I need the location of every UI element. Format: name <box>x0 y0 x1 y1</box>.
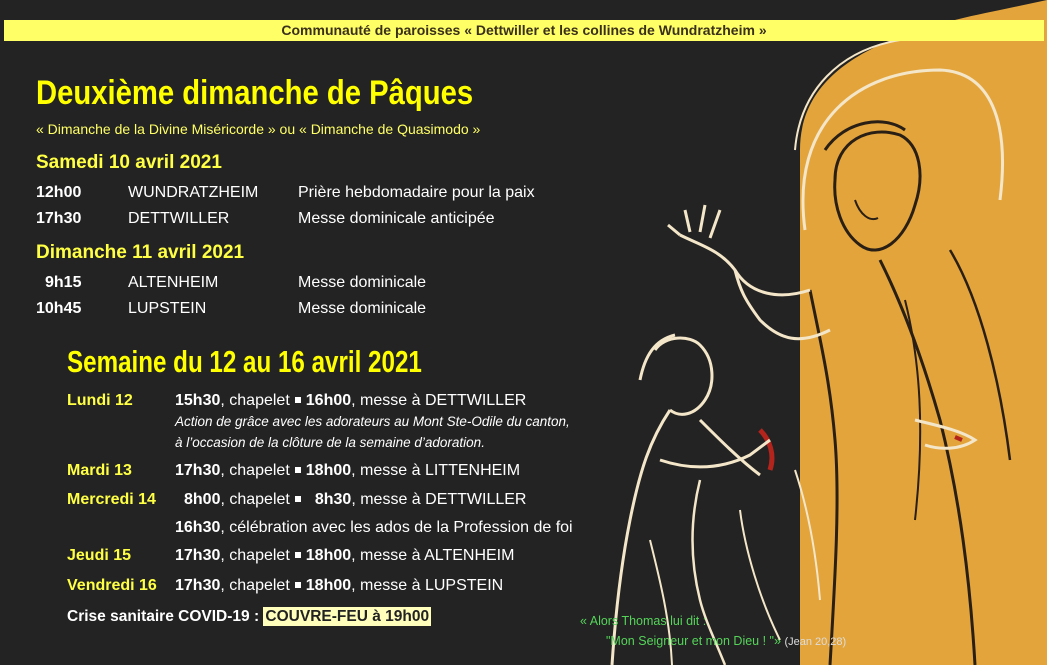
quote-line-2 <box>606 634 846 648</box>
time-chapelet: 15h30 <box>175 392 221 409</box>
covid-notice <box>67 608 431 626</box>
time-chapelet: 17h30 <box>175 577 221 594</box>
schedule-row <box>36 298 426 320</box>
row-time: 12h00 <box>36 184 82 201</box>
row-time: 9h15 <box>45 274 82 291</box>
square-bullet-icon <box>295 496 301 502</box>
time-chapelet: 8h00 <box>184 491 221 508</box>
activity-text: , chapelet <box>220 392 290 409</box>
week-row-tuesday <box>67 460 520 482</box>
week-row-thursday <box>67 545 514 567</box>
activity-text: , messe à LITTENHEIM <box>351 462 521 479</box>
week-day-label: Lundi 12 <box>67 392 133 409</box>
quote-line-1: « Alors Thomas lui dit : <box>580 614 707 628</box>
row-place: LUPSTEIN <box>128 300 207 317</box>
note-line-2: à l’occasion de la clôture de la semaine d’adoration. <box>175 435 485 450</box>
row-place: WUNDRATZHEIM <box>128 184 259 201</box>
week-row-wednesday-2 <box>67 517 573 539</box>
row-description: Messe dominicale anticipée <box>298 210 495 227</box>
row-time: 10h45 <box>36 300 82 317</box>
square-bullet-icon <box>295 552 301 558</box>
square-bullet-icon <box>295 397 301 403</box>
note-line-1: Action de grâce avec les adorateurs au Mont Ste-Odile du canton, <box>175 414 570 429</box>
day-heading-sunday: Dimanche 11 avril 2021 <box>36 242 245 263</box>
week-heading: Semaine du 12 au 16 avril 2021 <box>67 344 422 379</box>
row-time: 17h30 <box>36 210 82 227</box>
schedule-row <box>36 182 535 204</box>
week-day-label: Mercredi 14 <box>67 491 156 508</box>
week-row-friday <box>67 575 503 597</box>
time-messe: 18h00 <box>305 577 352 594</box>
activity-text: , chapelet <box>220 491 290 508</box>
activity-text: , messe à DETTWILLER <box>351 491 527 508</box>
parish-banner: Communauté de paroisses « Dettwiller et les collines de Wundratzheim » <box>4 20 1044 41</box>
week-day-label: Jeudi 15 <box>67 547 132 564</box>
quote-text: "Mon Seigneur et mon Dieu ! "» <box>606 634 781 648</box>
time-chapelet: 17h30 <box>175 462 221 479</box>
week-row-wednesday <box>67 489 526 511</box>
day-heading-saturday: Samedi 10 avril 2021 <box>36 152 222 173</box>
time-messe: 8h30 <box>314 491 352 508</box>
activity-text: , messe à LUPSTEIN <box>351 577 504 594</box>
curfew-highlight: COUVRE-FEU à 19h00 <box>265 608 430 625</box>
square-bullet-icon <box>295 467 301 473</box>
time-messe: 16h00 <box>305 392 352 409</box>
week-day-label: Mardi 13 <box>67 462 132 479</box>
activity-text: , chapelet <box>220 577 290 594</box>
time-messe: 18h00 <box>305 547 352 564</box>
square-bullet-icon <box>295 582 301 588</box>
schedule-row <box>36 208 495 230</box>
activity-text: , chapelet <box>220 462 290 479</box>
row-place: DETTWILLER <box>128 210 230 227</box>
activity-text: , messe à DETTWILLER <box>351 392 527 409</box>
schedule-row <box>36 272 426 294</box>
subtitle: « Dimanche de la Divine Miséricorde » ou « Dimanche de Quasimodo » <box>36 121 481 137</box>
activity-text: , messe à ALTENHEIM <box>351 547 515 564</box>
week-day-label: Vendredi 16 <box>67 577 157 594</box>
time-messe: 18h00 <box>305 462 352 479</box>
row-description: Messe dominicale <box>298 274 427 291</box>
row-description: Messe dominicale <box>298 300 427 317</box>
covid-label: Crise sanitaire COVID-19 : <box>67 608 260 625</box>
time-chapelet: 17h30 <box>175 547 221 564</box>
page-title: Deuxième dimanche de Pâques <box>36 74 474 112</box>
row-description: Prière hebdomadaire pour la paix <box>298 184 535 201</box>
week-row-monday <box>67 390 526 412</box>
time-celebration: 16h30 <box>175 519 221 536</box>
row-place: ALTENHEIM <box>128 274 219 291</box>
quote-reference: (Jean 20,28) <box>784 636 847 648</box>
activity-text: , célébration avec les ados de la Profession de foi <box>220 519 573 536</box>
activity-text: , chapelet <box>220 547 290 564</box>
